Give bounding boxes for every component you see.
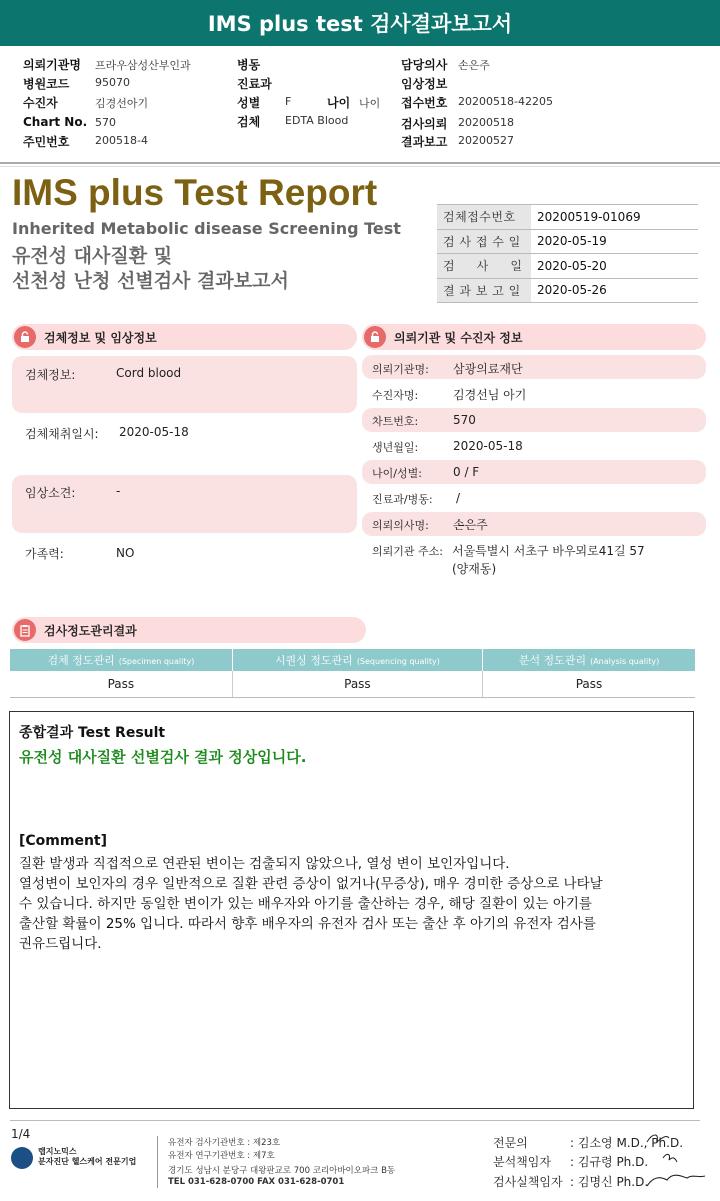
address-value: (양재동) — [452, 562, 497, 576]
result-title: 종합결과 Test Result — [19, 725, 166, 741]
patient-label: 진료과/병동: — [372, 493, 433, 506]
sample-info-table — [437, 204, 698, 303]
table-cell-value: 20200519-01069 — [531, 205, 698, 230]
clinical-value: - — [116, 484, 121, 498]
patient-label: 의뢰기관명: — [372, 363, 429, 376]
comment-line: 출산할 확률이 25% 입니다. 따라서 향후 배우자의 유전자 검사 또는 출산 후 아기의 유전자 검사를 — [19, 916, 596, 932]
lock-icon — [14, 326, 36, 348]
comment-line: 수 있습니다. 하지만 동일한 변이가 있는 배우자와 아기를 출산하는 경우, 해당 질환이 있는 아기를 — [19, 896, 592, 912]
patient-section-header — [362, 324, 706, 350]
table-cell-value: 2020-05-26 — [531, 278, 698, 303]
comment-line: 열성변이 보인자의 경우 일반적으로 질환 관련 증상이 없거나(무증상), 매우 경미한 증상으로 나타날 — [19, 876, 603, 892]
banner-title: IMS plus test 검사결과보고서 — [207, 12, 513, 36]
signature-mark — [645, 1128, 707, 1192]
clipboard-icon — [14, 619, 36, 641]
header-label: Chart No. — [23, 115, 88, 129]
table-header: 분석 정도관리 (Analysis quality) — [483, 649, 695, 671]
report-korean-title: 유전성 대사질환 및 — [12, 245, 173, 267]
header-label: 주민번호 — [23, 135, 70, 149]
page-number: 1/4 — [11, 1127, 31, 1141]
header-label: 의뢰기관명 — [23, 58, 81, 72]
section-title: 의뢰기관 및 수진자 정보 — [394, 330, 523, 345]
table-row — [10, 671, 695, 697]
patient-label: 생년월일: — [372, 441, 419, 454]
header-value: F — [285, 95, 292, 108]
header-divider — [0, 162, 720, 164]
patient-label: 차트번호: — [372, 415, 419, 428]
table-header-row — [10, 649, 695, 671]
patient-value: / — [456, 491, 461, 505]
patient-value: 2020-05-18 — [453, 439, 523, 453]
footer-info: 유전자 검사기관번호 : 제23호 — [168, 1138, 281, 1148]
clinical-label: 임상소견: — [25, 486, 76, 500]
header-value: 95070 — [95, 76, 130, 89]
family-history-value: NO — [116, 546, 135, 560]
header-label: 성별 — [237, 96, 261, 110]
comment-line: 질환 발생과 직접적으로 연관된 변이는 검출되지 않았으나, 열성 변이 보인자입니다. — [19, 856, 510, 872]
patient-label: 의뢰의사명: — [372, 519, 429, 532]
signer-name: : 김소영 M.D., Ph.D. — [570, 1136, 684, 1150]
report-korean-title: 선천성 난청 선별검사 결과보고서 — [12, 270, 289, 292]
patient-value: 손은주 — [453, 518, 488, 532]
section-title: 검사정도관리결과 — [44, 623, 137, 638]
signer-role: 분석책임자 — [493, 1155, 551, 1169]
header-label: 진료과 — [237, 77, 272, 91]
table-cell: Pass — [232, 671, 482, 697]
collected-label: 검체채취일시: — [25, 427, 99, 441]
header-value: 나이 — [359, 97, 381, 110]
table-cell-value: 2020-05-20 — [531, 254, 698, 279]
qc-section-header — [12, 617, 366, 643]
address-value: 서울특별시 서초구 바우뫼로41길 57 — [452, 544, 645, 558]
header-value: EDTA Blood — [285, 114, 349, 127]
company-logo-text: 랩지노믹스 분자진단 헬스케어 전문기업 — [38, 1147, 137, 1166]
header-value: 손은주 — [458, 59, 490, 72]
table-header: 검체 정도관리 (Specimen quality) — [10, 649, 232, 671]
table-row — [437, 278, 698, 303]
address-label: 의뢰기관 주소: — [372, 545, 443, 558]
test-result-box — [9, 711, 694, 1109]
signer-name: : 김규령 Ph.D. — [570, 1155, 649, 1169]
header-value: 프라우삼성산부인과 — [95, 59, 191, 72]
footer-info: 경기도 성남시 분당구 대왕판교로 700 코리아바이오파크 B동 — [168, 1166, 396, 1176]
footer-divider — [10, 1120, 700, 1121]
header-label: 접수번호 — [401, 96, 448, 110]
table-row — [437, 205, 698, 230]
report-subtitle: Inherited Metabolic disease Screening Test — [12, 219, 401, 238]
result-summary: 유전성 대사질환 선별검사 결과 정상입니다. — [19, 748, 307, 766]
patient-value: 김경선님 아기 — [453, 388, 527, 402]
header-value: 200518-4 — [95, 134, 148, 147]
signer-name: : 김명신 Ph.D. — [570, 1175, 649, 1189]
signer-role: 검사실책임자 — [493, 1175, 563, 1189]
signer-role: 전문의 — [493, 1136, 528, 1150]
header-value: 20200518-42205 — [458, 95, 553, 108]
header-label: 나이 — [327, 96, 351, 110]
comment-title: [Comment] — [19, 833, 108, 849]
footer-divider — [157, 1136, 158, 1188]
patient-value: 0 / F — [453, 465, 480, 479]
header-label: 수진자 — [23, 96, 58, 110]
header-value: 570 — [95, 116, 116, 129]
report-banner — [0, 0, 720, 46]
table-cell: Pass — [10, 671, 232, 697]
table-cell-value: 2020-05-19 — [531, 229, 698, 254]
comment-line: 권유드립니다. — [19, 936, 102, 952]
header-label: 결과보고 — [401, 135, 448, 149]
report-title: IMS plus Test Report — [12, 172, 378, 213]
family-history-label: 가족력: — [25, 547, 64, 561]
table-header: 시퀀싱 정도관리 (Sequencing quality) — [232, 649, 482, 671]
patient-label: 나이/성별: — [372, 467, 422, 480]
header-label: 병원코드 — [23, 77, 70, 91]
patient-value: 570 — [453, 413, 476, 427]
patient-value: 삼광의료재단 — [453, 362, 523, 376]
section-title: 검체정보 및 임상정보 — [44, 330, 157, 345]
header-value: 김경선아기 — [95, 97, 149, 110]
specimen-label: 검체정보: — [25, 368, 76, 382]
specimen-section-header — [12, 324, 357, 350]
specimen-box — [12, 356, 357, 413]
table-cell-label: 검 사 일 — [437, 254, 531, 279]
lock-icon — [364, 326, 386, 348]
table-cell-label: 검 사 접 수 일 — [437, 229, 531, 254]
header-divider — [0, 166, 720, 167]
footer-info: TEL 031-628-0700 FAX 031-628-0701 — [168, 1177, 345, 1187]
table-row — [437, 254, 698, 279]
header-label: 병동 — [237, 58, 261, 72]
table-row — [437, 229, 698, 254]
header-label: 담당의사 — [401, 58, 448, 72]
footer-info: 유전자 연구기관번호 : 제7호 — [168, 1151, 275, 1161]
specimen-value: Cord blood — [116, 366, 182, 380]
header-label: 검체 — [237, 115, 261, 129]
header-value: 20200527 — [458, 134, 514, 147]
header-value: 20200518 — [458, 116, 514, 129]
collected-value: 2020-05-18 — [119, 425, 189, 439]
table-cell-label: 검체접수번호 — [437, 205, 531, 230]
company-logo-icon — [11, 1147, 33, 1169]
header-label: 임상정보 — [401, 77, 448, 91]
patient-label: 수진자명: — [372, 389, 419, 402]
table-cell-label: 결 과 보 고 일 — [437, 278, 531, 303]
header-label: 검사의뢰 — [401, 117, 448, 131]
table-cell: Pass — [483, 671, 695, 697]
qc-table — [10, 649, 695, 698]
